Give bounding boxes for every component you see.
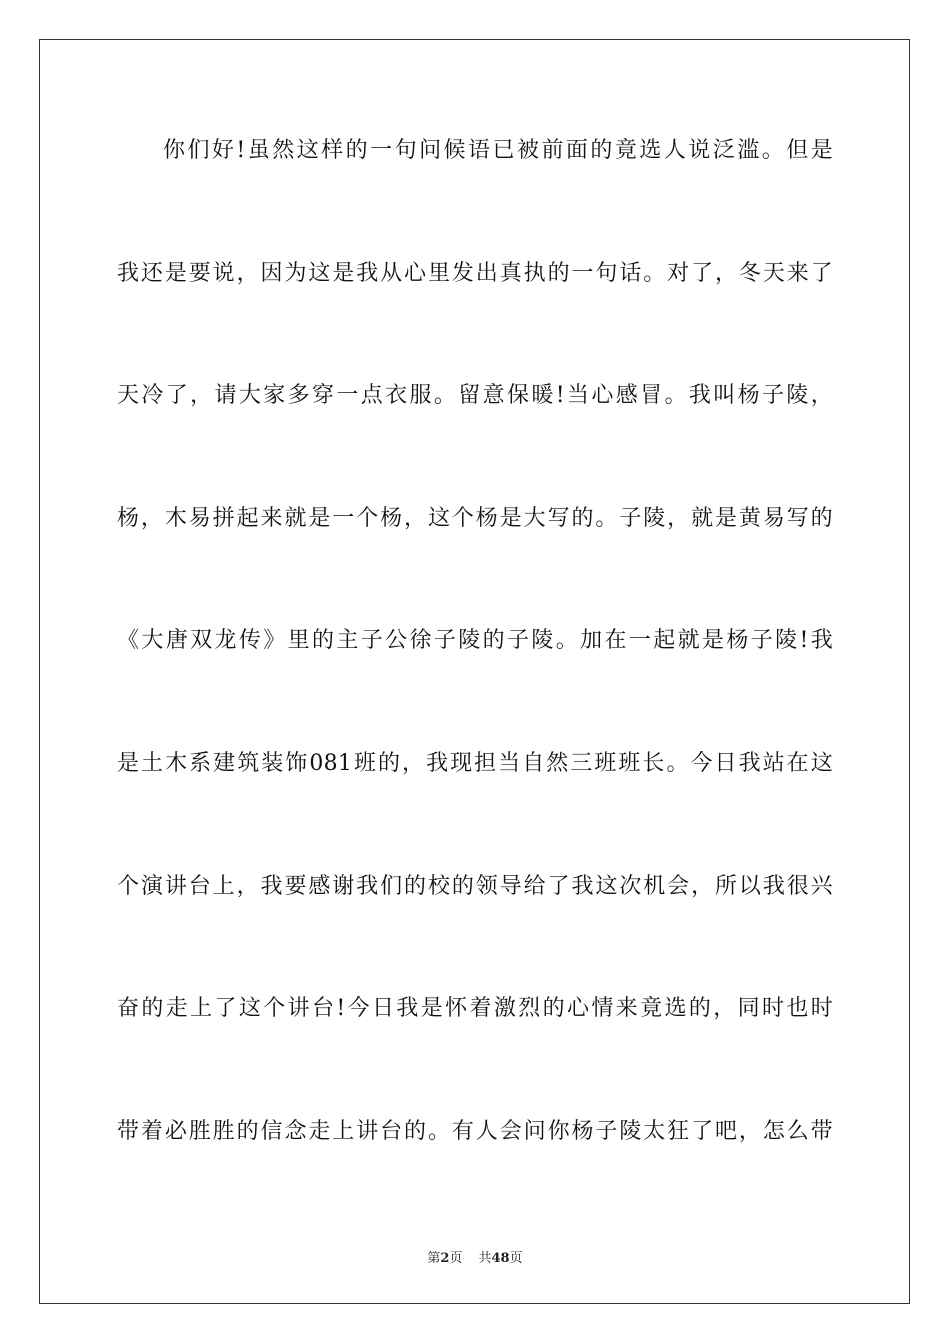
text-line-2: 我还是要说，因为这是我从心里发出真执的一句话。对了，冬天来了 (117, 260, 833, 286)
page-suffix: 页 (449, 1251, 463, 1266)
document-body (117, 118, 833, 1221)
text-line-6: 是土木系建筑装饰081班的，我现担当自然三班班长。今日我站在这 (117, 750, 833, 776)
text-line-4: 杨，木易拼起来就是一个杨，这个杨是大写的。子陵，就是黄易写的 (117, 505, 833, 531)
text-line-9: 带着必胜胜的信念走上讲台的。有人会问你杨子陵太狂了吧，怎么带 (117, 1118, 833, 1144)
text-line-8: 奋的走上了这个讲台!今日我是怀着激烈的心情来竟选的，同时也时 (117, 996, 833, 1022)
total-pages: 48 (491, 1251, 510, 1266)
text-line-5: 《大唐双龙传》里的主子公徐子陵的子陵。加在一起就是杨子陵!我 (117, 628, 833, 654)
page-prefix: 第 (427, 1251, 441, 1266)
text-line-3: 天冷了，请大家多穿一点衣服。留意保暖!当心感冒。我叫杨子陵， (117, 383, 833, 409)
page-footer (0, 1247, 950, 1266)
total-suffix: 页 (509, 1251, 523, 1266)
page-number: 2 (440, 1251, 450, 1266)
total-prefix: 共 (478, 1251, 492, 1266)
text-line-7: 个演讲台上，我要感谢我们的校的领导给了我这次机会，所以我很兴 (117, 873, 833, 899)
text-line-1: 你们好!虽然这样的一句问候语已被前面的竟选人说泛滥。但是 (163, 138, 833, 163)
